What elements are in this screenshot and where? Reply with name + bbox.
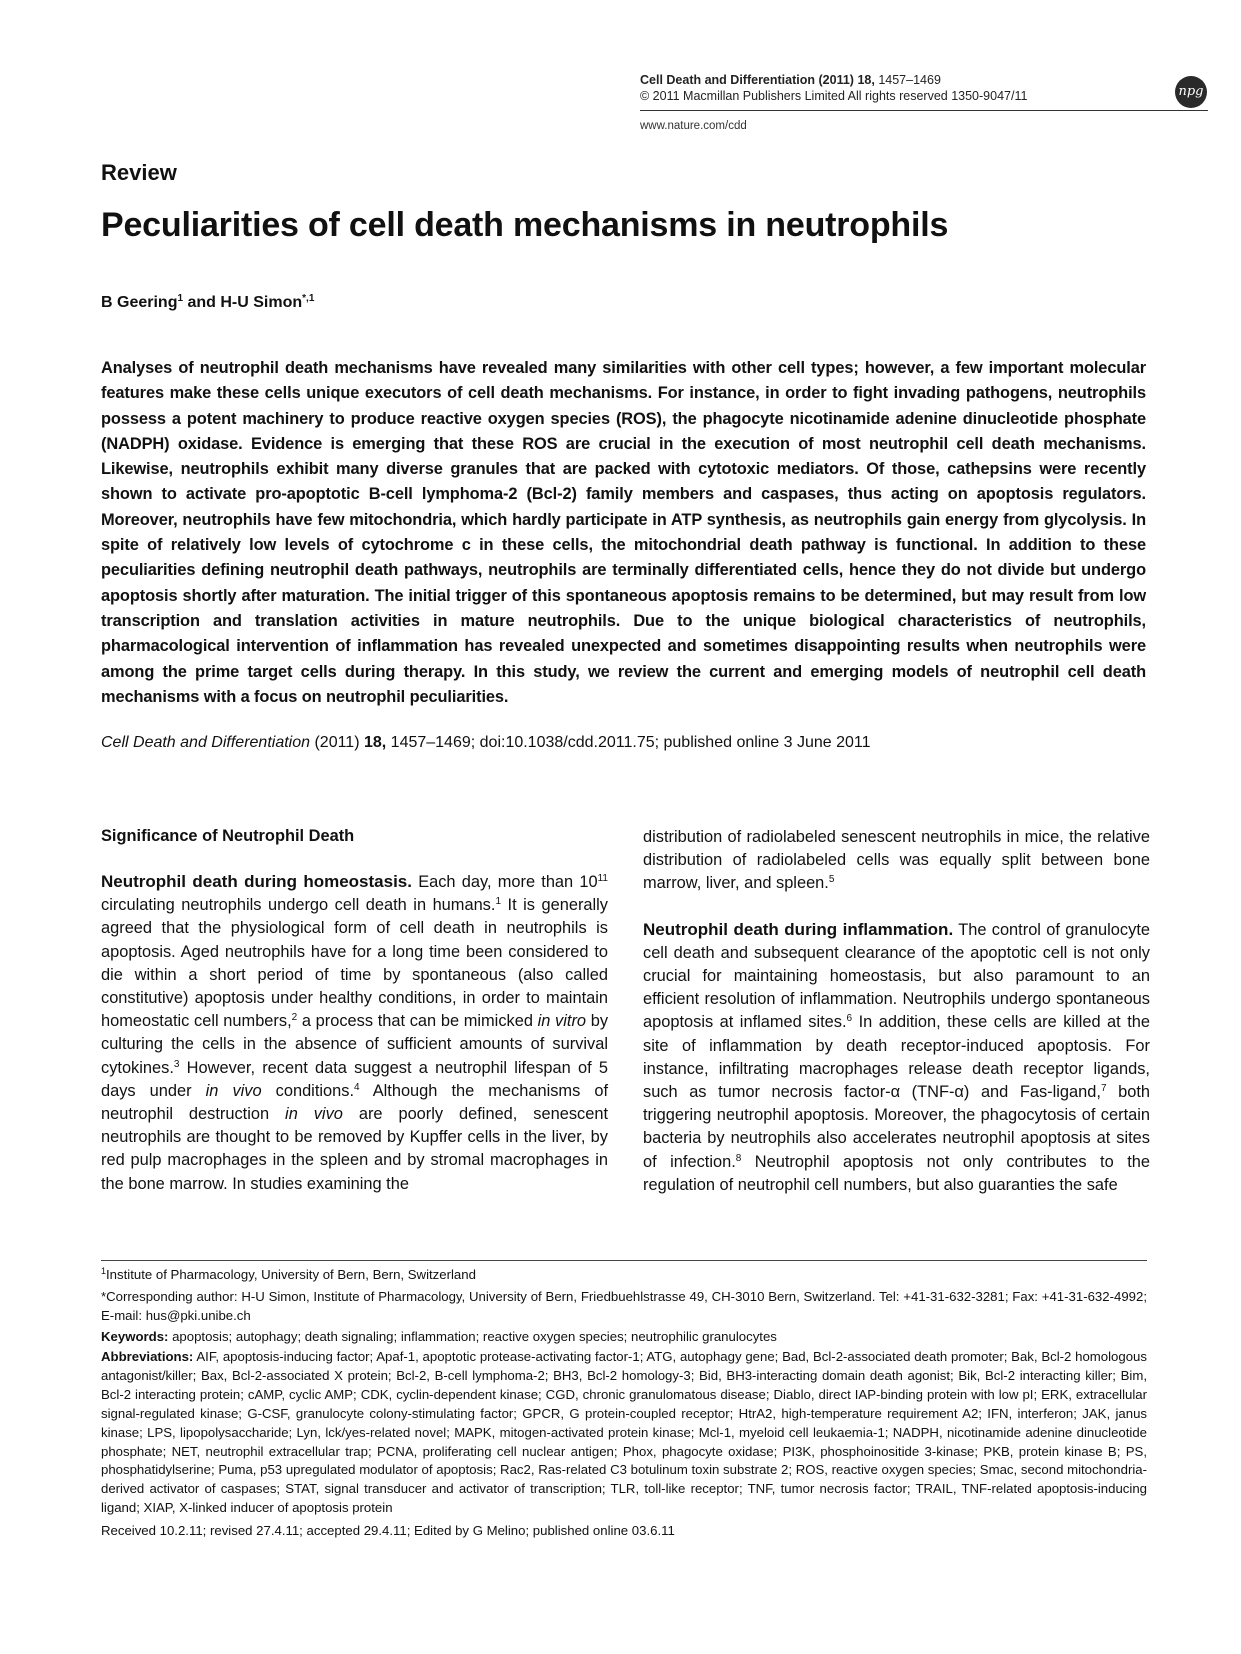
reference-link[interactable]: 6 — [846, 1013, 853, 1025]
journal-citation-header — [640, 72, 941, 88]
journal-url-link[interactable]: www.nature.com/cdd — [640, 120, 747, 132]
author-name[interactable]: H-U Simon — [220, 294, 303, 311]
keywords-footnote — [101, 1328, 1147, 1347]
keywords-label: Keywords: — [101, 1329, 169, 1344]
body-text: Neutrophil apoptosis not only contributes to the regulation of neutrophil cell numbers, but also guaranties the safe — [643, 1152, 1150, 1194]
affiliation-text: Institute of Pharmacology, University of Bern, Bern, Switzerland — [106, 1267, 476, 1282]
body-text: However, recent data suggest a neutrophil lifespan of 5 days under — [101, 1058, 608, 1100]
body-text: are poorly defined, senescent neutrophils are thought to be removed by Kupffer cells in the liver, by red pulp macrophages in the spleen and by stromal macrophages in the bone marrow. In studies examining the — [101, 1105, 609, 1193]
reference-link[interactable]: 8 — [735, 1152, 742, 1164]
body-column-left — [101, 870, 608, 1196]
affiliation-footnote — [101, 1266, 1147, 1285]
abbreviations-text: AIF, apoptosis-inducing factor; Apaf-1, apoptotic protease-activating factor-1; ATG, autophagy gene; Bad, Bcl-2-associated death promoter; Bak, Bcl-2 homologous antagonist/killer; Bax, Bcl-2-associated X protein; Bcl-2, B-cell lymphoma-2; BH3, Bcl-2 homology-3; Bid, BH3-interacting domain death agonist; Bik, Bcl-2 interacting killer; Bim, Bcl-2 interacting protein; cAMP, cyclic AMP; CDK, cyclin-dependent kinase; CGD, chronic granulomatous disease; Diablo, direct IAP-binding protein with low pI; ERK, extracellular signal-regulated kinase; G-CSF, granulocyte colony-stimulating factor; GPCR, G protein-coupled receptor; HtrA2, high-temperature requirement A2; IFN, interferon; JAK, janus kinase; LPS, lipopolysaccharide; Lyn, lck/yes-related novel; MAPK, mitogen-activated protein kinase; Mcl-1, myeloid cell leukaemia-1; NADPH, nicotinamide adenine dinucleotide phosphate; NET, neutrophil extracellular trap; PCNA, proliferating cell nuclear antigen; Phox, phagocyte oxidase; PI3K, phosphoinositide 3-kinase; PKB, protein kinase B; PS, phosphatidylserine; Puma, p53 upregulated modulator of apoptosis; Rac2, Ras-related C3 botulinum toxin substrate 2; ROS, reactive oxygen species; Smac, second mitochondria-derived activator of caspases; STAT, signal transducer and activator of transcription; TLR, toll-like receptor; TNF, tumor necrosis factor; TRAIL, TNF-related apoptosis-inducing ligand; XIAP, X-linked inducer of apoptosis protein — [101, 1349, 1147, 1516]
affiliation-marker: 1 — [177, 293, 184, 304]
author-list — [101, 293, 314, 312]
received-dates-footnote: Received 10.2.11; revised 27.4.11; accepted 29.4.11; Edited by G Melino; published online 03.6.11 — [101, 1523, 675, 1538]
header-divider — [640, 110, 1208, 111]
body-text: a process that can be mimicked — [297, 1012, 538, 1031]
corresponding-author-footnote: *Corresponding author: H-U Simon, Institute of Pharmacology, University of Bern, Friedbuehlstrasse 49, CH-3010 Bern, Switzerland. Tel: +41-31-632-3281; Fax: +41-31-632-4992; E-mail: hus@pki.unibe.ch — [101, 1289, 1147, 1323]
keywords-text: apoptosis; autophagy; death signaling; inflammation; reactive oxygen species; neutrophilic granulocytes — [168, 1329, 777, 1344]
abstract: Analyses of neutrophil death mechanisms have revealed many similarities with other cell types; however, a few important molecular features make these cells unique executors of cell death mechanisms. For instance, in order to fight invading pathogens, neutrophils possess a potent machinery to produce reactive oxygen species (ROS), the phagocyte nicotinamide adenine dinucleotide phosphate (NADPH) oxidase. Evidence is emerging that these ROS are crucial in the execution of most neutrophil cell death mechanisms. Likewise, neutrophils exhibit many diverse granules that are packed with cytotoxic mediators. Of those, cathepsins were recently shown to activate pro-apoptotic B-cell lymphoma-2 (Bcl-2) family members and caspases, thus acting on apoptosis regulators. Moreover, neutrophils have few mitochondria, which hardly participate in ATP synthesis, as neutrophils gain energy from glycolysis. In spite of relatively low levels of cytochrome c in these cells, the mitochondrial death pathway is functional. In addition to these peculiarities defining neutrophil death pathways, neutrophils are terminally differentiated cells, hence they do not divide but undergo apoptosis shortly after maturation. The initial trigger of this spontaneous apoptosis remains to be determined, but may result from low transcription and translation activities in mature neutrophils. Due to the unique biological characteristics of neutrophils, pharmacological intervention of inflammation has revealed unexpected and sometimes disappointing results when neutrophils were among the prime target cells during therapy. In this study, we review the current and emerging models of neutrophil cell death mechanisms with a focus on neutrophil peculiarities. — [101, 359, 1146, 706]
journal-name: Cell Death and Differentiation — [640, 73, 816, 87]
copyright-line: © 2011 Macmillan Publishers Limited All rights reserved 1350-9047/11 — [640, 89, 1028, 103]
author-connector: and — [183, 294, 221, 311]
citation-journal: Cell Death and Differentiation — [101, 734, 311, 751]
citation-doi: 1457–1469; doi:10.1038/cdd.2011.75; published online 3 June 2011 — [386, 734, 871, 751]
journal-pages: 1457–1469 — [878, 73, 941, 87]
journal-volume: 18, — [857, 73, 875, 87]
italic-term: in vitro — [537, 1012, 587, 1031]
italic-term: in vivo — [285, 1105, 343, 1124]
abbreviations-footnote — [101, 1348, 1147, 1518]
reference-link[interactable]: 5 — [828, 874, 835, 886]
body-text: conditions. — [261, 1081, 354, 1100]
body-text: both triggering neutrophil apoptosis. Moreover, the phagocytosis of certain bacteria by neutrophils also accelerates neutrophil apoptosis at sites of infection. — [643, 1083, 1150, 1171]
paragraph-continuation — [643, 826, 1150, 896]
npg-logo-icon: npg — [1175, 76, 1207, 108]
body-text: It is generally agreed that the physiological form of cell death in neutrophils is apoptosis. Aged neutrophils have for a long time been considered to die within a short period of time by spontaneous (also called constitutive) apoptosis under healthy conditions, in order to maintain homeostatic cell numbers, — [101, 896, 608, 1031]
body-text: The control of granulocyte cell death and subsequent clearance of the apoptotic cell is not only crucial for maintaining homeostasis, but also paramount to an efficient resolution of inflammation. Neutrophils undergo spontaneous apoptosis at inflamed sites. — [643, 920, 1150, 1032]
citation-volume: 18, — [363, 734, 387, 751]
body-column-right — [643, 826, 1150, 1197]
paragraph-run-in-heading: Neutrophil death during homeostasis. — [101, 872, 412, 891]
paragraph-spacer — [643, 896, 1150, 918]
body-text: Each day, more than 10 — [411, 873, 598, 891]
paragraph-inflammation — [643, 918, 1150, 1197]
body-text: by culturing the cells in the absence of sufficient amounts of survival cytokines. — [101, 1012, 609, 1077]
citation-year: (2011) — [310, 734, 364, 751]
article-title: Peculiarities of cell death mechanisms in neutrophils — [101, 206, 949, 244]
article-citation — [101, 734, 870, 752]
affiliation-marker: *,1 — [302, 293, 315, 304]
exponent: 11 — [597, 873, 608, 884]
body-text: distribution of radiolabeled senescent neutrophils in mice, the relative distribution of radiolabeled cells was equally split between bone marrow, liver, and spleen. — [643, 828, 1150, 893]
body-text: circulating neutrophils undergo cell death in humans. — [101, 896, 496, 915]
body-text: In addition, these cells are killed at the site of inflammation by death receptor-induced apoptosis. For instance, infiltrating macrophages release death receptor ligands, such as tumor necrosis factor-α (TNF-α) and Fas-ligand, — [643, 1013, 1150, 1102]
reference-link[interactable]: 2 — [291, 1012, 298, 1024]
footnote-divider — [101, 1260, 1147, 1261]
section-heading: Significance of Neutrophil Death — [101, 827, 355, 845]
italic-term: in vivo — [205, 1081, 262, 1100]
author-name[interactable]: B Geering — [101, 294, 178, 311]
reference-link[interactable]: 1 — [495, 896, 501, 908]
abbreviations-label: Abbreviations: — [101, 1349, 194, 1364]
paragraph-run-in-heading: Neutrophil death during inflammation. — [643, 919, 954, 939]
journal-year: (2011) — [818, 73, 854, 87]
paragraph-homeostasis — [101, 870, 608, 1196]
article-type-label: Review — [101, 160, 177, 185]
reference-link[interactable]: 7 — [1100, 1083, 1107, 1095]
body-text: Although the mechanisms of neutrophil destruction — [101, 1081, 608, 1124]
reference-link[interactable]: 3 — [173, 1058, 180, 1070]
affiliation-marker: 1 — [101, 1266, 107, 1276]
reference-link[interactable]: 4 — [354, 1081, 360, 1093]
